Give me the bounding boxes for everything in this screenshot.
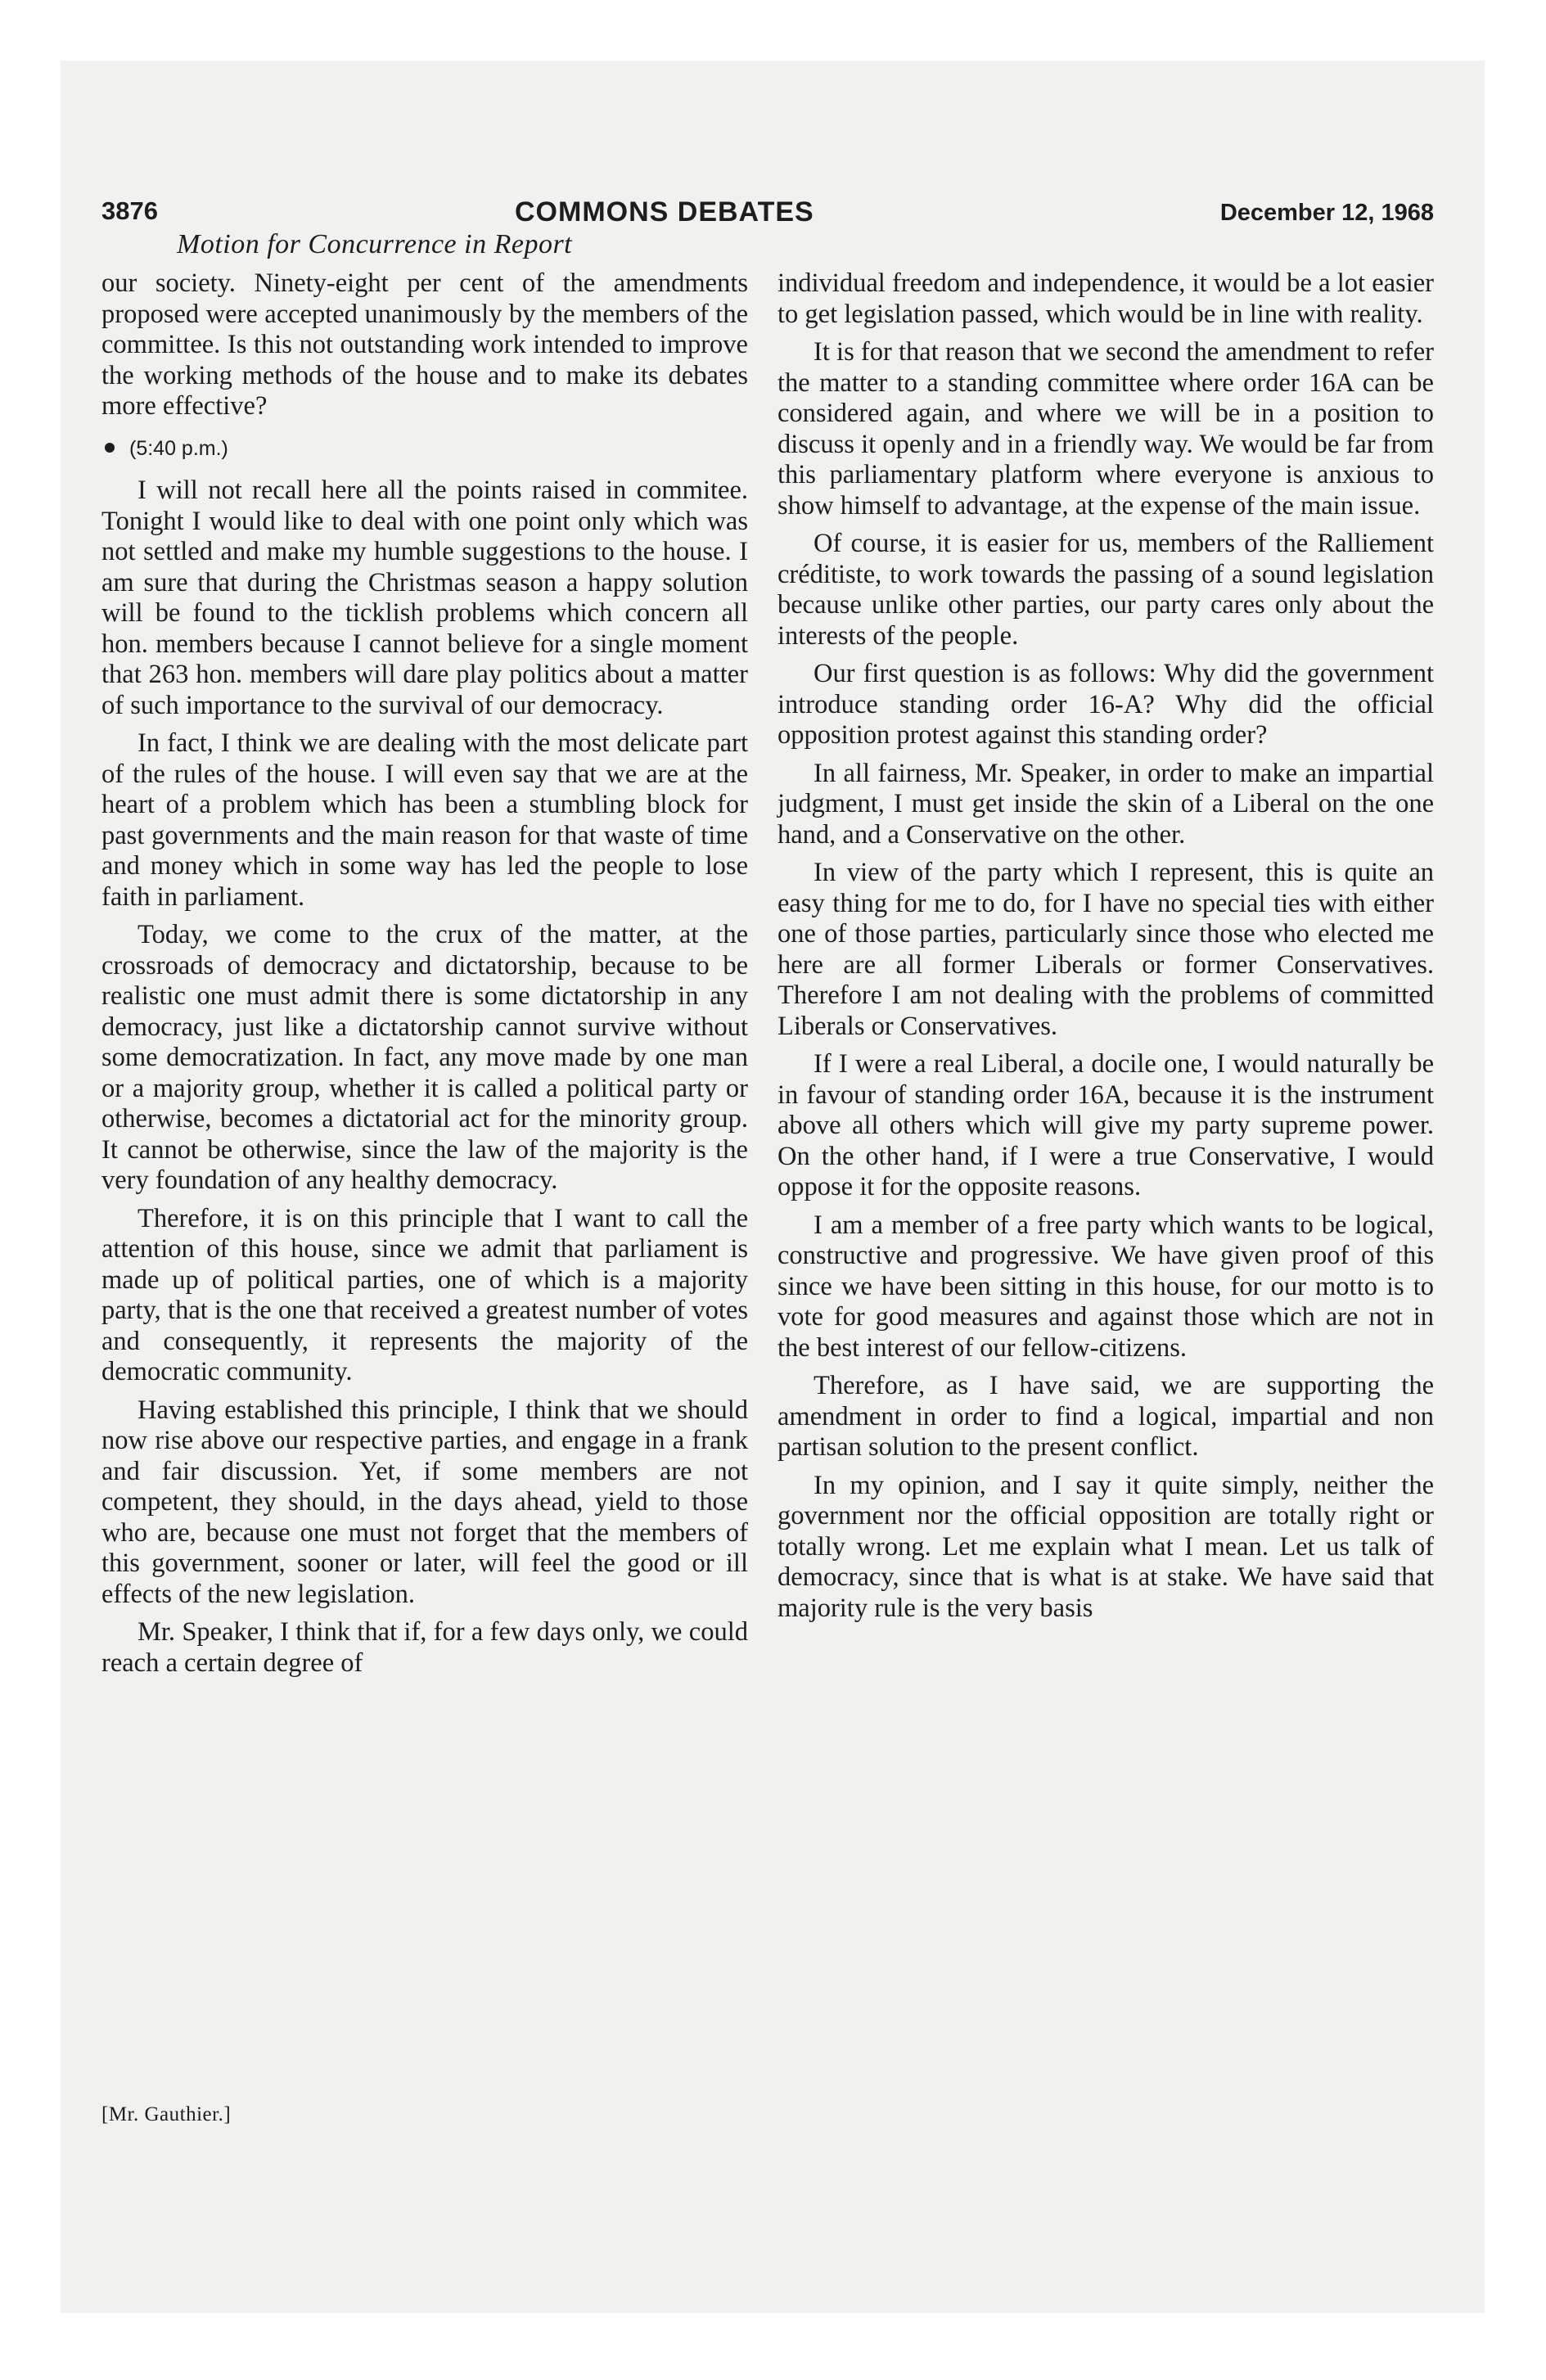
right-column	[778, 268, 1434, 1631]
paragraph: It is for that reason that we second the amendment to refer the matter to a standing committee where order 16A can be considered again, and where we will be in a position to discuss it openly and in a friendly way. We would be far from this parliamentary platform where everyone is anxious to show himself to advantage, at the expense of the main issue.	[778, 337, 1434, 521]
paragraph: individual freedom and independence, it would be a lot easier to get legislation passed, which would be in line with reality.	[778, 268, 1434, 329]
paragraph: Our first question is as follows: Why did the government introduce standing order 16-A? Why did the official opposition protest against this standing order?	[778, 659, 1434, 750]
speaker-footer: [Mr. Gauthier.]	[101, 2103, 232, 2125]
publication-title: COMMONS DEBATES	[515, 196, 814, 228]
paragraph: Mr. Speaker, I think that if, for a few days only, we could reach a certain degree of	[101, 1617, 748, 1678]
left-column	[101, 268, 748, 1686]
timestamp-text: (5:40 p.m.)	[129, 436, 228, 460]
paragraph: I will not recall here all the points raised in commitee. Tonight I would like to deal with one point only which was not settled and make my humble suggestions to the house. I am sure that during the Christmas season a happy solution will be found to the ticklish problems which concern all hon. members because I cannot believe for a single moment that 263 hon. members will dare play politics about a matter of such importance to the survival of our democracy.	[101, 476, 748, 720]
paragraph: In view of the party which I represent, this is quite an easy thing for me to do, for I have no special ties with either one of those parties, particularly since those who elected me here are all former Liberals or former Conservatives. Therefore I am not dealing with the problems of committed Liberals or Conservatives.	[778, 858, 1434, 1041]
paragraph: In my opinion, and I say it quite simply, neither the government nor the official opposition are totally right or totally wrong. Let me explain what I mean. Let us talk of democracy, since that is what is at stake. We have said that majority rule is the very basis	[778, 1470, 1434, 1623]
bullet-icon	[105, 443, 115, 453]
paragraph: I am a member of a free party which wants to be logical, constructive and progressive. We have given proof of this since we have been sitting in this house, for our motto is to vote for good measures and against those which are not in the best interest of our fellow-citizens.	[778, 1210, 1434, 1363]
session-date: December 12, 1968	[1219, 200, 1434, 226]
paragraph: If I were a real Liberal, a docile one, I would naturally be in favour of standing order 16A, because it is the instrument above all others which will give my party supreme power. On the other hand, if I were a true Conservative, I would oppose it for the opposite reasons.	[778, 1049, 1434, 1201]
paragraph: In fact, I think we are dealing with the most delicate part of the rules of the house. I will even say that we are at the heart of a problem which has been a stumbling block for past governments and the main reason for that waste of time and money which in some way has led the people to lose faith in parliament.	[101, 728, 748, 912]
paragraph: our society. Ninety-eight per cent of the amendments proposed were accepted unanimously by the members of the committee. Is this not outstanding work intended to improve the working methods of the house and to make its debates more effective?	[101, 268, 748, 421]
page-number: 3876	[101, 196, 158, 225]
paragraph: Of course, it is easier for us, members of the Ralliement créditiste, to work towards the passing of a sound legislation because unlike other parties, our party cares only about the interests of the people.	[778, 529, 1434, 651]
timestamp	[101, 434, 748, 465]
paragraph: Therefore, as I have said, we are supporting the amendment in order to find a logical, impartial and non partisan solution to the present conflict.	[778, 1371, 1434, 1462]
paragraph: In all fairness, Mr. Speaker, in order to make an impartial judgment, I must get inside the skin of a Liberal on the one hand, and a Conservative on the other.	[778, 758, 1434, 850]
paragraph: Today, we come to the crux of the matter, at the crossroads of democracy and dictatorship, because to be realistic one must admit there is some dictatorship in any democracy, just like a dictatorship cannot survive without some democratization. In fact, any move made by one man or a majority group, whether it is called a political party or otherwise, becomes a dictatorial act for the minority group. It cannot be otherwise, since the law of the majority is the very foundation of any healthy democracy.	[101, 920, 748, 1195]
section-subtitle: Motion for Concurrence in Report	[177, 229, 573, 259]
paragraph: Therefore, it is on this principle that I want to call the attention of this house, since we admit that parliament is made up of political parties, one of which is a majority party, that is the one that received a greatest number of votes and consequently, it represents the majority of the democratic community.	[101, 1203, 748, 1386]
paragraph: Having established this principle, I think that we should now rise above our respective parties, and engage in a frank and fair discussion. Yet, if some members are not competent, they should, in the days ahead, yield to those who are, because one must not forget that the members of this government, sooner or later, will feel the good or ill effects of the new legislation.	[101, 1395, 748, 1609]
